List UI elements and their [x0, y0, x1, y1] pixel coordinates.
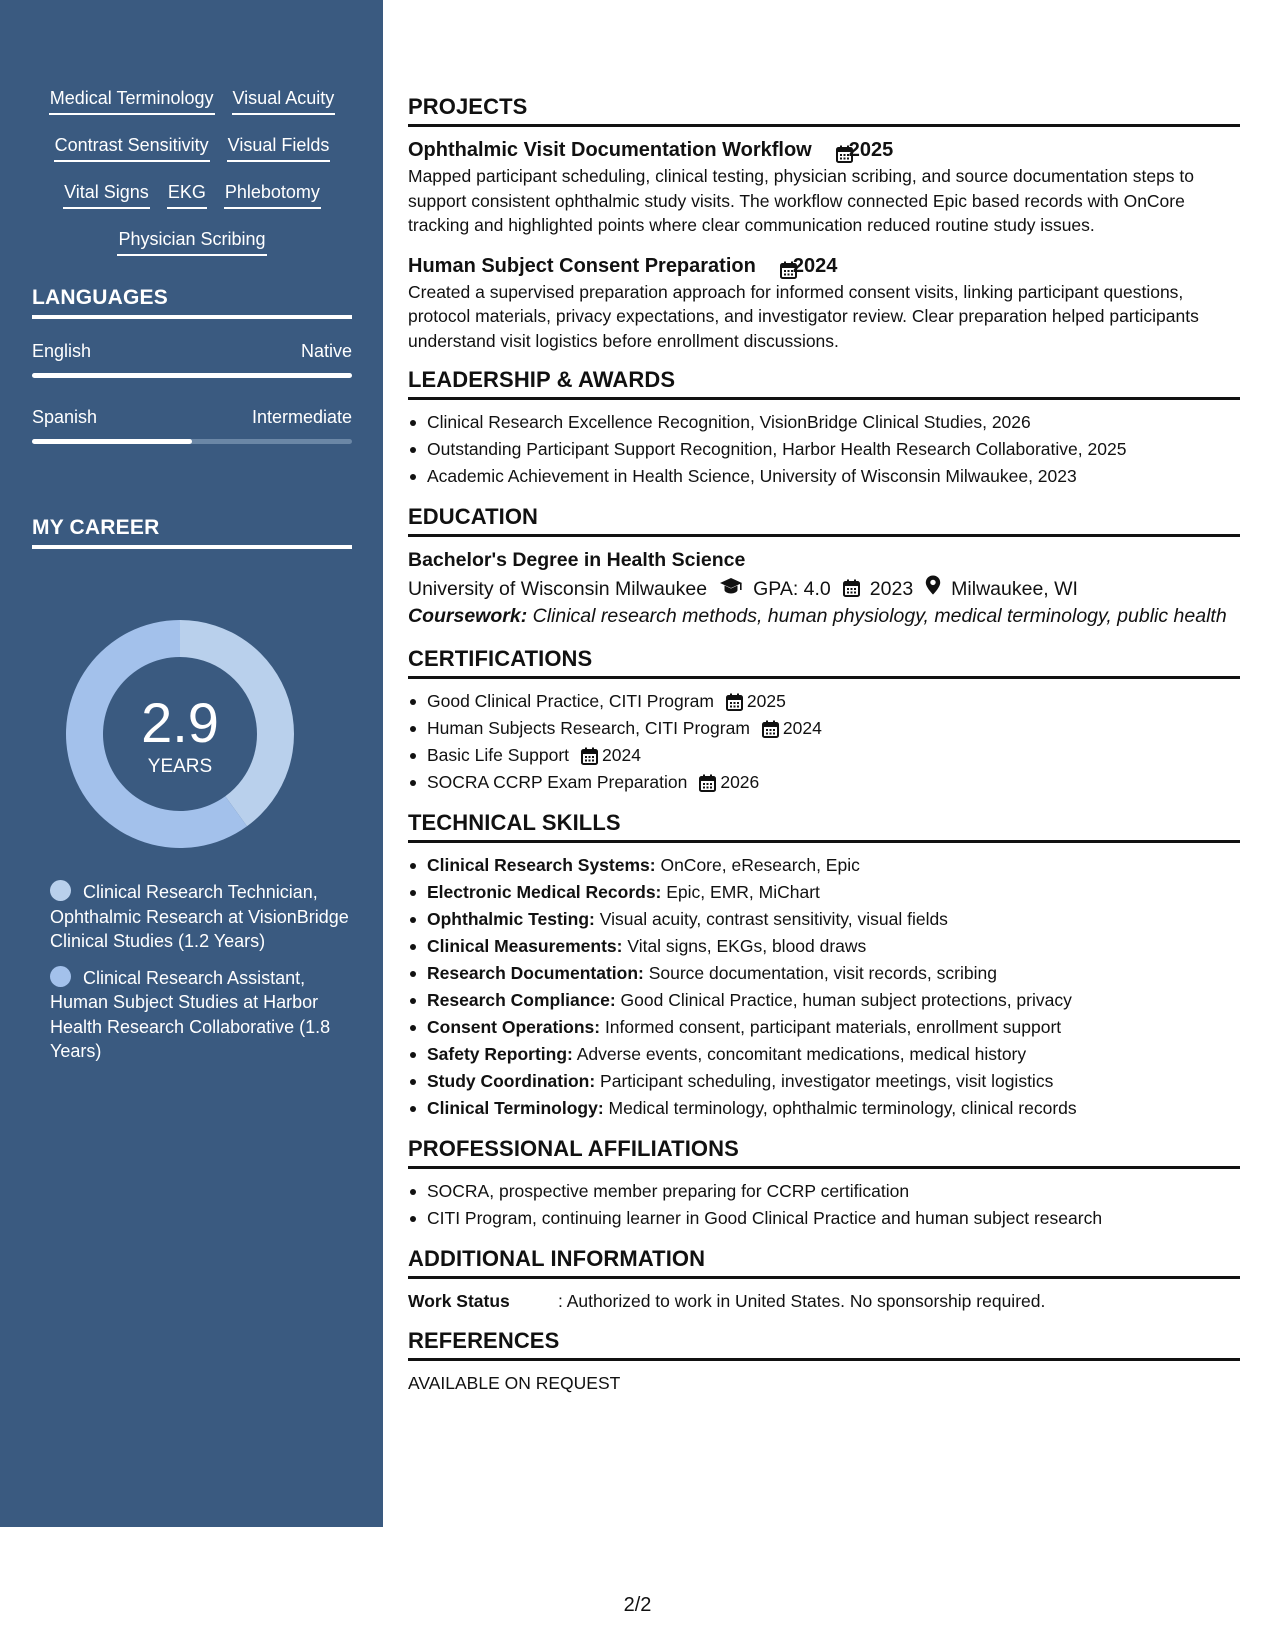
language-name: English [32, 341, 92, 361]
leadership-list [408, 409, 1240, 490]
project-year: 2025 [848, 139, 894, 161]
projects-list [408, 136, 1240, 353]
certifications-list [408, 688, 1240, 796]
skill-tag: Physician Scribing [117, 225, 266, 256]
language-bar-fill [32, 439, 192, 444]
additional-info-section [408, 1246, 1240, 1314]
technical-skill-item [408, 852, 1240, 879]
career-item-text: Clinical Research Technician, Ophthalmic Research at VisionBridge Clinical Studies (1.2 Years) [50, 882, 349, 951]
project-title [408, 136, 1240, 164]
languages-heading: LANGUAGES [32, 286, 352, 319]
graduation-cap-icon [719, 574, 743, 604]
skill-value: Medical terminology, ophthalmic terminology, clinical records [603, 1098, 1077, 1118]
award-item: Outstanding Participant Support Recognition, Harbor Health Research Collaborative, 2025 [408, 436, 1240, 463]
page-number: 2/2 [623, 1594, 652, 1616]
skill-tag: Visual Acuity [232, 84, 336, 115]
skill-label: Research Documentation: [427, 963, 644, 983]
calendar-icon [699, 771, 716, 789]
work-status-label: Work Status [408, 1291, 510, 1311]
career-donut-chart [66, 620, 294, 848]
skill-tag: Visual Fields [227, 131, 331, 162]
technical-skill-item [408, 906, 1240, 933]
calendar-icon [843, 574, 860, 604]
main-content [408, 94, 1240, 1396]
skill-value: Source documentation, visit records, scribing [643, 963, 997, 983]
projects-heading: PROJECTS [408, 94, 1240, 127]
certification-year: 2024 [602, 745, 641, 765]
skill-tag: Phlebotomy [224, 178, 321, 209]
technical-skill-item [408, 933, 1240, 960]
career-heading: MY CAREER [32, 516, 352, 549]
affiliation-item: SOCRA, prospective member preparing for CCRP certification [408, 1178, 1240, 1205]
certification-year: 2024 [782, 718, 822, 738]
technical-skill-item [408, 1041, 1240, 1068]
career-total: 2.9 [141, 691, 219, 754]
skill-label: Clinical Terminology: [427, 1098, 604, 1118]
career-list [50, 880, 350, 1076]
skill-value: Good Clinical Practice, human subject protections, privacy [615, 990, 1072, 1010]
skill-label: Ophthalmic Testing: [427, 909, 595, 929]
language-bar-track [32, 373, 352, 378]
career-unit: YEARS [147, 756, 213, 777]
skill-label: Clinical Measurements: [427, 936, 623, 956]
project-name: Human Subject Consent Preparation [408, 254, 756, 277]
certification-year: 2026 [720, 772, 760, 792]
award-item: Academic Achievement in Health Science, University of Wisconsin Milwaukee, 2023 [408, 463, 1240, 490]
skill-label: Electronic Medical Records: [427, 882, 662, 902]
skill-value: Vital signs, EKGs, blood draws [622, 936, 867, 956]
project-description: Created a supervised preparation approach for informed consent visits, linking participant questions, protocol materials, privacy expectations, and investigator review. Clear preparation helped participants understand visit logistics before enrollment discussions. [408, 281, 1199, 351]
technical-skills-heading: TECHNICAL SKILLS [408, 810, 1240, 843]
references-section [408, 1328, 1240, 1396]
technical-skill-item [408, 987, 1240, 1014]
technical-skill-item [408, 879, 1240, 906]
education-details [408, 574, 1240, 604]
language-bar-fill [32, 373, 352, 378]
calendar-icon [581, 744, 598, 762]
technical-skill-item [408, 1014, 1240, 1041]
school: University of Wisconsin Milwaukee [408, 578, 708, 600]
project-year: 2024 [792, 254, 838, 277]
language-row [32, 404, 352, 444]
calendar-icon [768, 257, 785, 275]
calendar-icon [824, 141, 841, 159]
certification-name: Basic Life Support [427, 745, 570, 765]
map-pin-icon [925, 574, 941, 604]
technical-skill-item [408, 960, 1240, 987]
leadership-section [408, 367, 1240, 490]
language-level: Native [300, 341, 352, 361]
work-status-row [408, 1288, 1240, 1314]
skill-tags [32, 84, 352, 256]
skill-label: Safety Reporting: [427, 1044, 573, 1064]
project-name: Ophthalmic Visit Documentation Workflow [408, 139, 812, 161]
career-legend-dot [50, 880, 71, 901]
coursework [408, 604, 1240, 628]
technical-skills-list [408, 852, 1240, 1122]
skill-tag: Vital Signs [63, 178, 150, 209]
skill-label: Clinical Research Systems: [427, 855, 656, 875]
education-section [408, 504, 1240, 628]
skill-label: Research Compliance: [427, 990, 616, 1010]
calendar-icon [726, 690, 743, 708]
language-row [32, 338, 352, 378]
career-item-text: Clinical Research Assistant, Human Subject Studies at Harbor Health Research Collaborative (1.8 Years) [50, 967, 331, 1061]
skill-tag: Contrast Sensitivity [54, 131, 210, 162]
work-status-value: : Authorized to work in United States. No sponsorship required. [558, 1291, 1046, 1311]
skill-label: Study Coordination: [427, 1071, 596, 1091]
certification-item [408, 742, 1240, 769]
language-bar-track [32, 439, 352, 444]
project-title [408, 252, 1240, 280]
career-legend-dot [50, 966, 71, 987]
certification-name: SOCRA CCRP Exam Preparation [427, 772, 688, 792]
calendar-icon [762, 717, 779, 735]
leadership-heading: LEADERSHIP & AWARDS [408, 367, 1240, 400]
affiliations-heading: PROFESSIONAL AFFILIATIONS [408, 1136, 1240, 1169]
gpa: GPA: 4.0 [753, 578, 831, 600]
affiliation-item: CITI Program, continuing learner in Good Clinical Practice and human subject research [408, 1205, 1240, 1232]
skill-tag: Medical Terminology [49, 84, 215, 115]
technical-skill-item [408, 1095, 1240, 1122]
technical-skill-item [408, 1068, 1240, 1095]
award-item: Clinical Research Excellence Recognition, VisionBridge Clinical Studies, 2026 [408, 409, 1240, 436]
certifications-section [408, 646, 1240, 796]
degree: Bachelor's Degree in Health Science [408, 549, 746, 571]
coursework-text: Clinical research methods, human physiology, medical terminology, public health [527, 605, 1227, 627]
affiliations-section [408, 1136, 1240, 1232]
certifications-heading: CERTIFICATIONS [408, 646, 1240, 679]
graduation-year: 2023 [869, 578, 914, 600]
language-name: Spanish [32, 407, 98, 427]
career-item [50, 966, 350, 1064]
certification-item [408, 688, 1240, 715]
skill-value: OnCore, eResearch, Epic [655, 855, 860, 875]
skill-value: Participant scheduling, investigator meetings, visit logistics [595, 1071, 1054, 1091]
education-heading: EDUCATION [408, 504, 1240, 537]
language-labels [32, 404, 352, 430]
certification-name: Good Clinical Practice, CITI Program [427, 691, 714, 711]
skill-value: Informed consent, participant materials, enrollment support [600, 1017, 1062, 1037]
location: Milwaukee, WI [951, 578, 1078, 600]
skill-value: Visual acuity, contrast sensitivity, visual fields [594, 909, 948, 929]
references-text: AVAILABLE ON REQUEST [408, 1373, 621, 1393]
language-level: Intermediate [251, 407, 352, 427]
additional-info-heading: ADDITIONAL INFORMATION [408, 1246, 1240, 1279]
certification-item [408, 769, 1240, 796]
skill-value: Adverse events, concomitant medications, medical history [572, 1044, 1027, 1064]
career-item [50, 880, 350, 954]
skill-value: Epic, EMR, MiChart [661, 882, 820, 902]
sidebar [0, 0, 383, 1527]
certification-name: Human Subjects Research, CITI Program [427, 718, 750, 738]
skill-tag: EKG [167, 178, 207, 209]
projects-section [408, 94, 1240, 353]
certification-item [408, 715, 1240, 742]
technical-skills-section [408, 810, 1240, 1122]
language-labels [32, 338, 352, 364]
references-heading: REFERENCES [408, 1328, 1240, 1361]
project-description: Mapped participant scheduling, clinical testing, physician scribing, and source documentation steps to support consistent ophthalmic study visits. The workflow connected Epic based records with OnCore tracking and highlighted points where clear communication reduced routine study issues. [408, 166, 1195, 235]
affiliations-list [408, 1178, 1240, 1232]
skill-label: Consent Operations: [427, 1017, 601, 1037]
certification-year: 2025 [746, 691, 786, 711]
coursework-label: Coursework: [408, 605, 528, 627]
